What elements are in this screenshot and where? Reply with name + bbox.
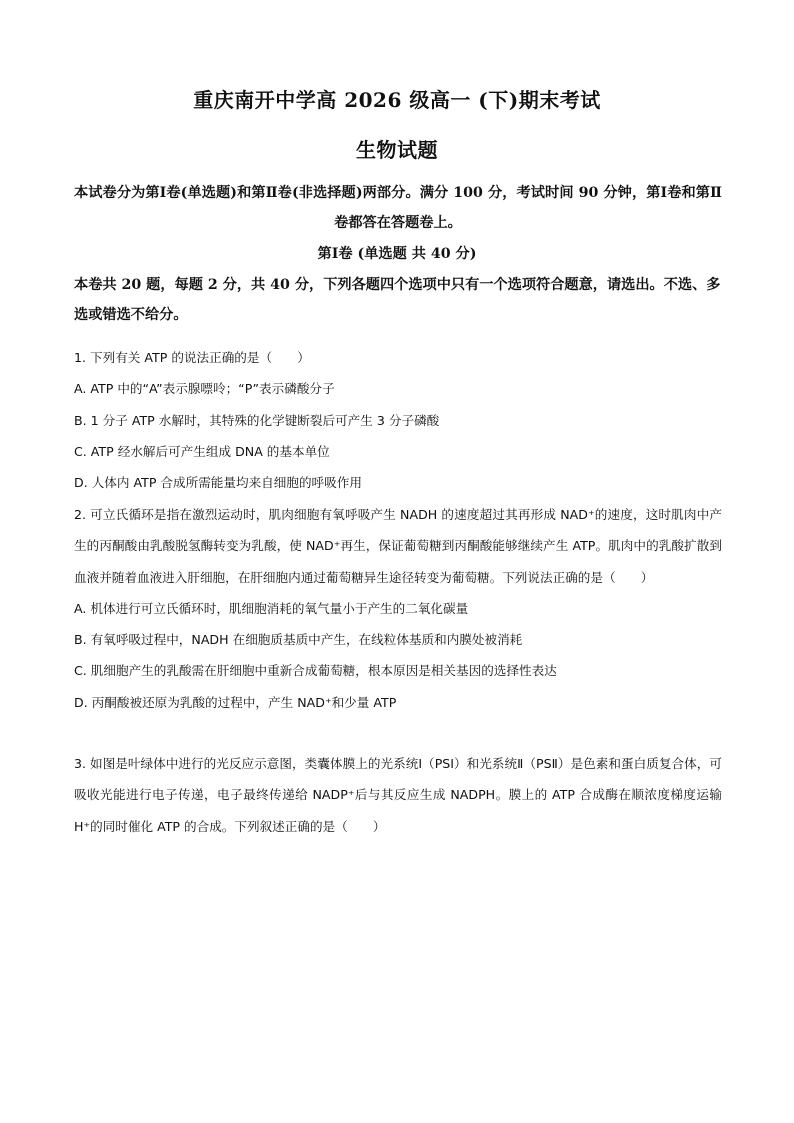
option-c: C. ATP 经水解后可产生组成 DNA 的基本单位: [74, 443, 330, 459]
section-instructions: 本卷共 20 题，每题 2 分，共 40 分，下列各题四个选项中只有一个选项符合题意，请选出。不选、多选或错选不给分。: [74, 277, 721, 323]
option-d: D. 丙酮酸被还原为乳酸的过程中，产生 NAD⁺和少量 ATP: [74, 694, 397, 710]
exam-subtitle: 生物试题: [356, 138, 438, 162]
question-stem: 2. 可立氏循环是指在激烈运动时，肌肉细胞有氧呼吸产生 NADH 的速度超过其再形成 NAD⁺的速度，这时肌肉中产生的丙酮酸由乳酸脱氢酶转变为乳酸，使 NAD⁺再生，保证葡萄糖到丙酮酸能够继续产生 ATP。肌肉中的乳酸扩散到血液并随着血液进入肝细胞，在肝细胞内通过葡萄糖异生途径转变为葡萄糖。下列说法正确的是（ ）: [74, 507, 722, 585]
question-2: [74, 499, 722, 718]
option-a: A. ATP 中的“A”表示腺嘌呤；“P”表示磷酸分子: [74, 381, 335, 397]
question-3: [74, 748, 722, 842]
option-c: C. 肌细胞产生的乳酸需在肝细胞中重新合成葡萄糖，根本原因是相关基因的选择性表达: [74, 663, 557, 679]
section-title: 第Ⅰ卷 (单选题 共 40 分): [317, 246, 477, 262]
option-b: B. 有氧呼吸过程中，NADH 在细胞质基质中产生，在线粒体基质和内膜处被消耗: [74, 632, 523, 648]
question-1: [74, 342, 722, 498]
exam-title: 重庆南开中学高 2026 级高一 (下)期末考试: [193, 88, 601, 112]
exam-intro: 本试卷分为第Ⅰ卷(单选题)和第Ⅱ卷(非选择题)两部分。满分 100 分，考试时间 90 分钟，第Ⅰ卷和第Ⅱ卷都答在答题卷上。: [74, 185, 722, 231]
option-d: D. 人体内 ATP 合成所需能量均来自细胞的呼吸作用: [74, 475, 362, 491]
question-stem: 3. 如图是叶绿体中进行的光反应示意图，类囊体膜上的光系统Ⅰ（PSⅠ）和光系统Ⅱ（PSⅡ）是色素和蛋白质复合体，可吸收光能进行电子传递，电子最终传递给 NADP⁺后与其反应生成 NADPH。膜上的 ATP 合成酶在顺浓度梯度运输 H⁺的同时催化 ATP 的合成。下列叙述正确的是（ ）: [74, 756, 722, 834]
option-b: B. 1 分子 ATP 水解时，其特殊的化学键断裂后可产生 3 分子磷酸: [74, 412, 440, 428]
question-stem: 1. 下列有关 ATP 的说法正确的是（ ）: [74, 350, 310, 365]
option-a: A. 机体进行可立氏循环时，肌细胞消耗的氧气量小于产生的二氧化碳量: [74, 600, 469, 616]
